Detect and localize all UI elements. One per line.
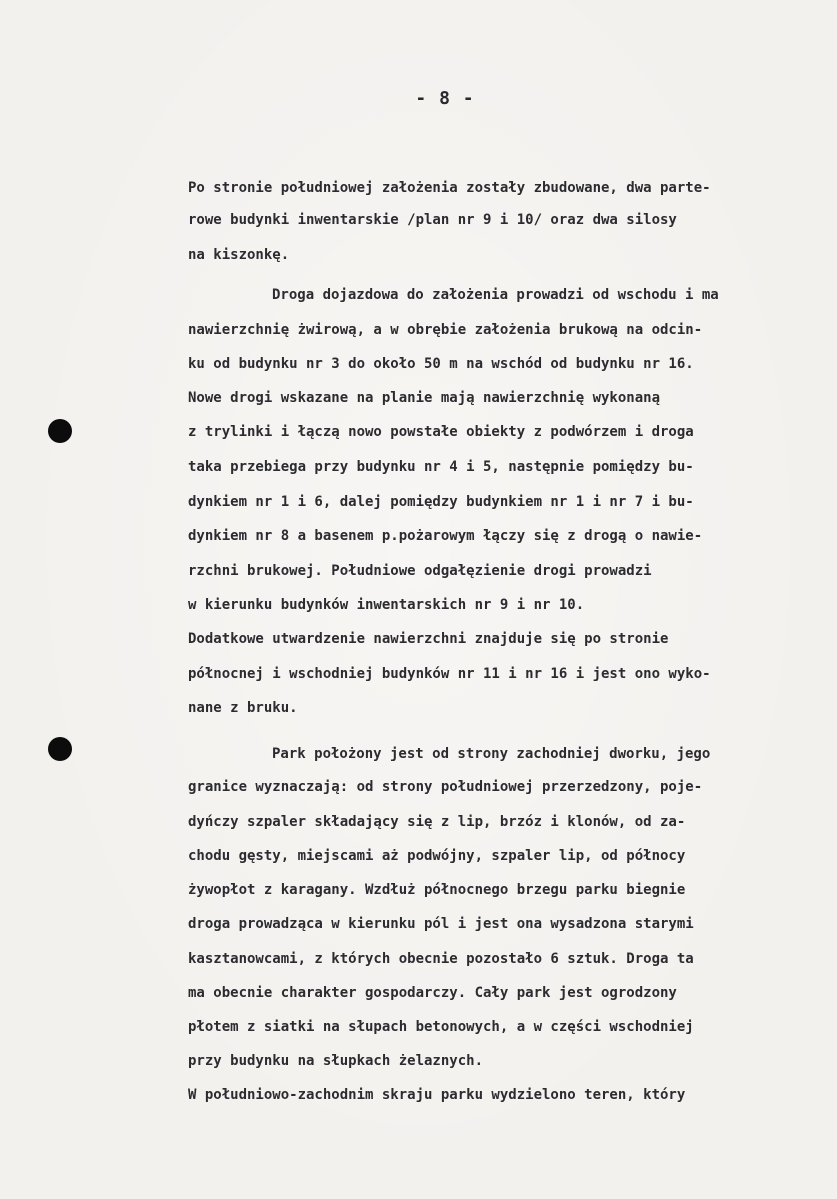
page-number: - 8 - bbox=[415, 88, 475, 109]
text-line: dynkiem nr 1 i 6, dalej pomiędzy budynkiem nr 1 i nr 7 i bu- bbox=[188, 494, 694, 510]
text-line: ma obecnie charakter gospodarczy. Cały park jest ogrodzony bbox=[188, 985, 677, 1001]
text-line: płotem z siatki na słupach betonowych, a w części wschodniej bbox=[188, 1019, 694, 1035]
text-line: Dodatkowe utwardzenie nawierzchni znajduje się po stronie bbox=[188, 631, 669, 647]
text-line: Park położony jest od strony zachodniej dworku, jego bbox=[272, 746, 711, 762]
text-line: droga prowadząca w kierunku pól i jest ona wysadzona starymi bbox=[188, 916, 694, 932]
text-line: chodu gęsty, miejscami aż podwójny, szpaler lip, od północy bbox=[188, 848, 686, 864]
text-line: na kiszonkę. bbox=[188, 247, 290, 263]
text-line: W południowo-zachodnim skraju parku wydzielono teren, który bbox=[188, 1087, 686, 1103]
text-line: Nowe drogi wskazane na planie mają nawierzchnię wykonaną bbox=[188, 390, 661, 406]
punch-hole-lower bbox=[48, 737, 72, 761]
text-line: dynkiem nr 8 a basenem p.pożarowym łączy się z drogą o nawie- bbox=[188, 528, 703, 544]
text-line: nane z bruku. bbox=[188, 700, 298, 716]
text-line: z trylinki i łączą nowo powstałe obiekty z podwórzem i droga bbox=[188, 424, 694, 440]
text-line: taka przebiega przy budynku nr 4 i 5, następnie pomiędzy bu- bbox=[188, 459, 694, 475]
text-line: granice wyznaczają: od strony południowej przerzedzony, poje- bbox=[188, 779, 703, 795]
text-line: Po stronie południowej założenia zostały zbudowane, dwa parte- bbox=[188, 180, 711, 196]
punch-hole-upper bbox=[48, 419, 72, 443]
text-line: północnej i wschodniej budynków nr 11 i nr 16 i jest ono wyko- bbox=[188, 666, 711, 682]
text-line: ku od budynku nr 3 do około 50 m na wschód od budynku nr 16. bbox=[188, 356, 694, 372]
text-line: żywopłot z karagany. Wzdłuż północnego brzegu parku biegnie bbox=[188, 882, 686, 898]
text-line: nawierzchnię żwirową, a w obrębie założenia brukową na odcin- bbox=[188, 322, 703, 338]
text-line: rowe budynki inwentarskie /plan nr 9 i 10/ oraz dwa silosy bbox=[188, 212, 677, 228]
text-line: Droga dojazdowa do założenia prowadzi od wschodu i ma bbox=[272, 287, 719, 303]
text-line: rzchni brukowej. Południowe odgałęzienie drogi prowadzi bbox=[188, 563, 652, 579]
text-line: w kierunku budynków inwentarskich nr 9 i nr 10. bbox=[188, 597, 585, 613]
text-line: kasztanowcami, z których obecnie pozostało 6 sztuk. Droga ta bbox=[188, 951, 694, 967]
text-line: przy budynku na słupkach żelaznych. bbox=[188, 1053, 484, 1069]
text-line: dyńczy szpaler składający się z lip, brzóz i klonów, od za- bbox=[188, 814, 686, 830]
